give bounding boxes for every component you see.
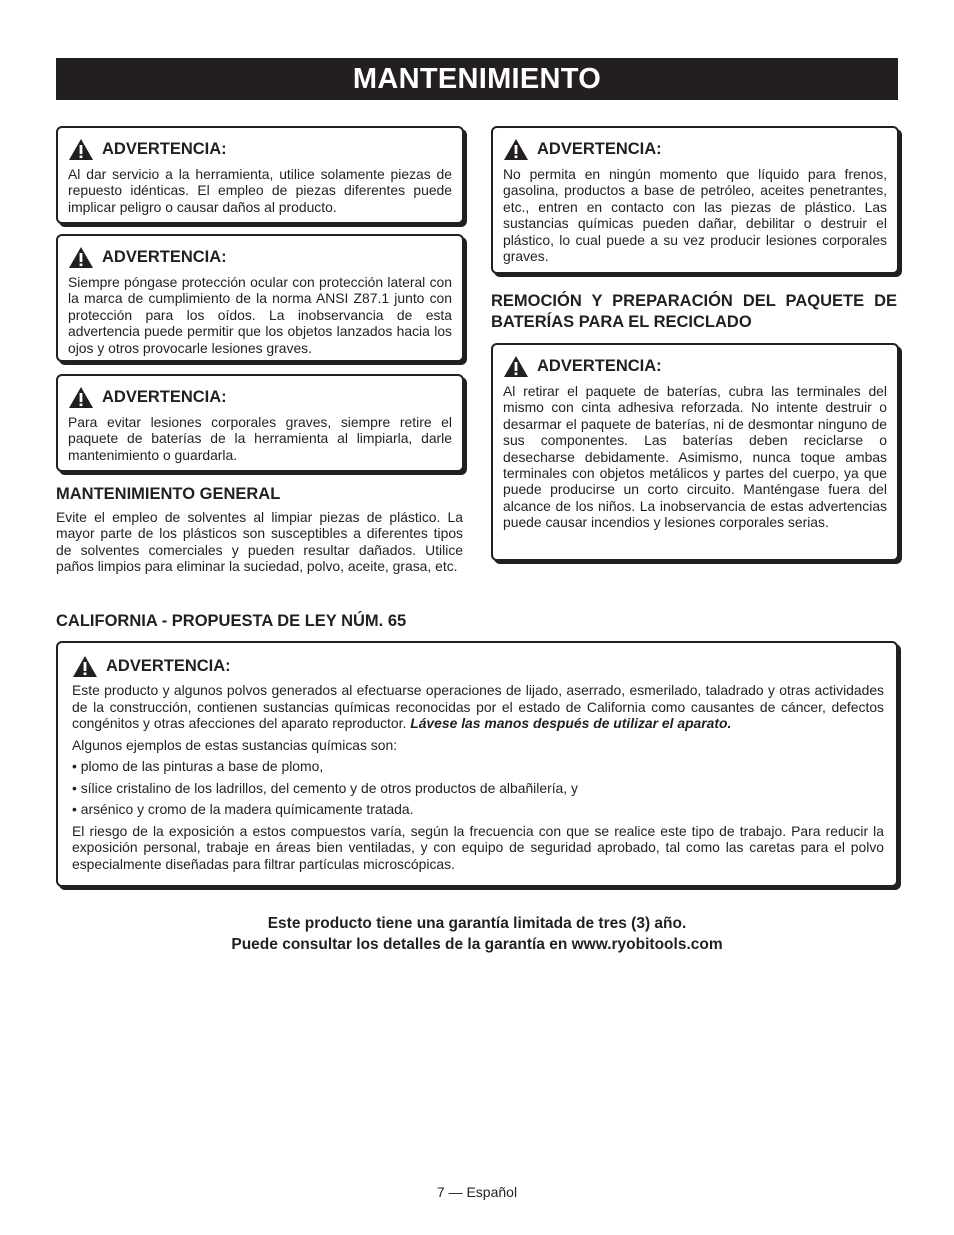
california-examples-lead: Algunos ejemplos de estas sustancias químicas son: (72, 736, 398, 753)
california-intro (72, 682, 884, 732)
warning-title: ADVERTENCIA: (102, 248, 227, 266)
general-maintenance-text: Evite el empleo de solventes al limpiar piezas de plástico. La mayor parte de los plásticos son susceptibles a diferentes tipos de solventes comerciales y pueden resultar dañados. Utilice paños limpios para eliminar la suciedad, polvo, aceite, grasa, etc. (56, 509, 463, 575)
warning-header (72, 655, 884, 678)
warning-triangle-icon (68, 246, 94, 269)
warning-header (68, 138, 452, 161)
california-bullet: • plomo de las pinturas a base de plomo, (72, 758, 324, 774)
warning-triangle-icon (503, 355, 529, 378)
warning-box-chemicals (491, 126, 899, 274)
warning-text: Al dar servicio a la herramienta, utilice solamente piezas de repuesto idénticas. El empleo de piezas diferentes puede implicar peligro o causar daños al producto. (68, 166, 452, 215)
warning-title: ADVERTENCIA: (106, 657, 231, 675)
battery-recycling-heading: REMOCIÓN Y PREPARACIÓN DEL PAQUETE DE BATERÍAS PARA EL RECICLADO (491, 292, 897, 331)
general-maintenance-heading: MANTENIMIENTO GENERAL (56, 485, 281, 503)
warning-triangle-icon (68, 138, 94, 161)
page-title: MANTENIMIENTO (352, 63, 602, 95)
california-closing: El riesgo de la exposición a estos compuestos varía, según la frecuencia con que se realice este tipo de trabajo. Para reducir la exposición personal, trabaje en áreas bien ventiladas, y con equipo de seguridad aprobado, tal como las caretas para el polvo especialmente diseñadas para filtrar partículas microscópicas. (72, 822, 884, 872)
warning-header (503, 138, 887, 161)
warranty-note (56, 913, 898, 955)
warning-box-california (56, 641, 898, 887)
warning-triangle-icon (503, 138, 529, 161)
warning-text: Al retirar el paquete de baterías, cubra las terminales del mismo con cinta adhesiva reforzada. No intente destruir o desarmar el paquete de baterías, ni de desmontar ninguno de sus componentes. Las baterías deben reciclarse o desecharse debidamente. Asimismo, nunca toque ambas terminales con objetos metálicos y partes del cuerpo, ya que puede producirse un corto circuito. Manténgase fuera del alcance de los niños. La inobservancia de estas advertencias puede causar incendios y lesiones corporales serias. (503, 383, 887, 531)
california-intro-emphasis: Lávese las manos después de utilizar el aparato. (410, 715, 732, 731)
warning-box-battery-recycling (491, 343, 899, 561)
warning-box-battery-removal (56, 374, 464, 472)
warning-triangle-icon (68, 386, 94, 409)
warning-box-parts (56, 126, 464, 224)
warning-title: ADVERTENCIA: (102, 140, 227, 158)
california-bullet: • arsénico y cromo de la madera químicamente tratada. (72, 801, 414, 817)
california-intro-text: Este producto y algunos polvos generados al efectuarse operaciones de lijado, aserrado, esmerilado, taladrado y otras actividades de la construcción, contienen sustancias químicas reconocidas por el estado de California como causantes de cáncer, defectos congénitos y otras afecciones del aparato reproductor. (72, 682, 884, 731)
california-bullet: • sílice cristalino de los ladrillos, del cemento y de otros productos de albañilería, y (72, 779, 578, 796)
warning-text: Para evitar lesiones corporales graves, siempre retire el paquete de baterías de la herramienta al limpiarla, darle mantenimiento o guardarla. (68, 414, 452, 463)
warning-triangle-icon (72, 655, 98, 678)
warning-title: ADVERTENCIA: (102, 388, 227, 406)
california-heading: CALIFORNIA - PROPUESTA DE LEY NÚM. 65 (56, 612, 407, 630)
warranty-line-2: Puede consultar los detalles de la garantía en www.ryobitools.com (231, 936, 723, 953)
warning-header (503, 355, 887, 378)
warning-header (68, 246, 452, 269)
warning-title: ADVERTENCIA: (537, 140, 662, 158)
warning-box-eye-protection (56, 234, 464, 362)
page-number: 7 — Español (436, 1184, 518, 1200)
warning-text: No permita en ningún momento que líquido para frenos, gasolina, productos a base de petróleo, aceites penetrantes, etc., entren en contacto con las piezas de plástico. Las sustancias químicas pueden dañar, debilitar o destruir el plástico, lo cual puede a su vez producir lesiones corporales graves. (503, 166, 887, 265)
page-title-bar (56, 58, 898, 100)
warranty-line-1: Este producto tiene una garantía limitada de tres (3) año. (267, 915, 687, 932)
warning-header (68, 386, 452, 409)
warning-title: ADVERTENCIA: (537, 357, 662, 375)
warning-text: Siempre póngase protección ocular con protección lateral con la marca de cumplimiento de la norma ANSI Z87.1 junto con protección para los oídos. La inobservancia de esta advertencia puede permitir que los objetos lanzados hacia los ojos y otros provocarle lesiones graves. (68, 274, 452, 356)
